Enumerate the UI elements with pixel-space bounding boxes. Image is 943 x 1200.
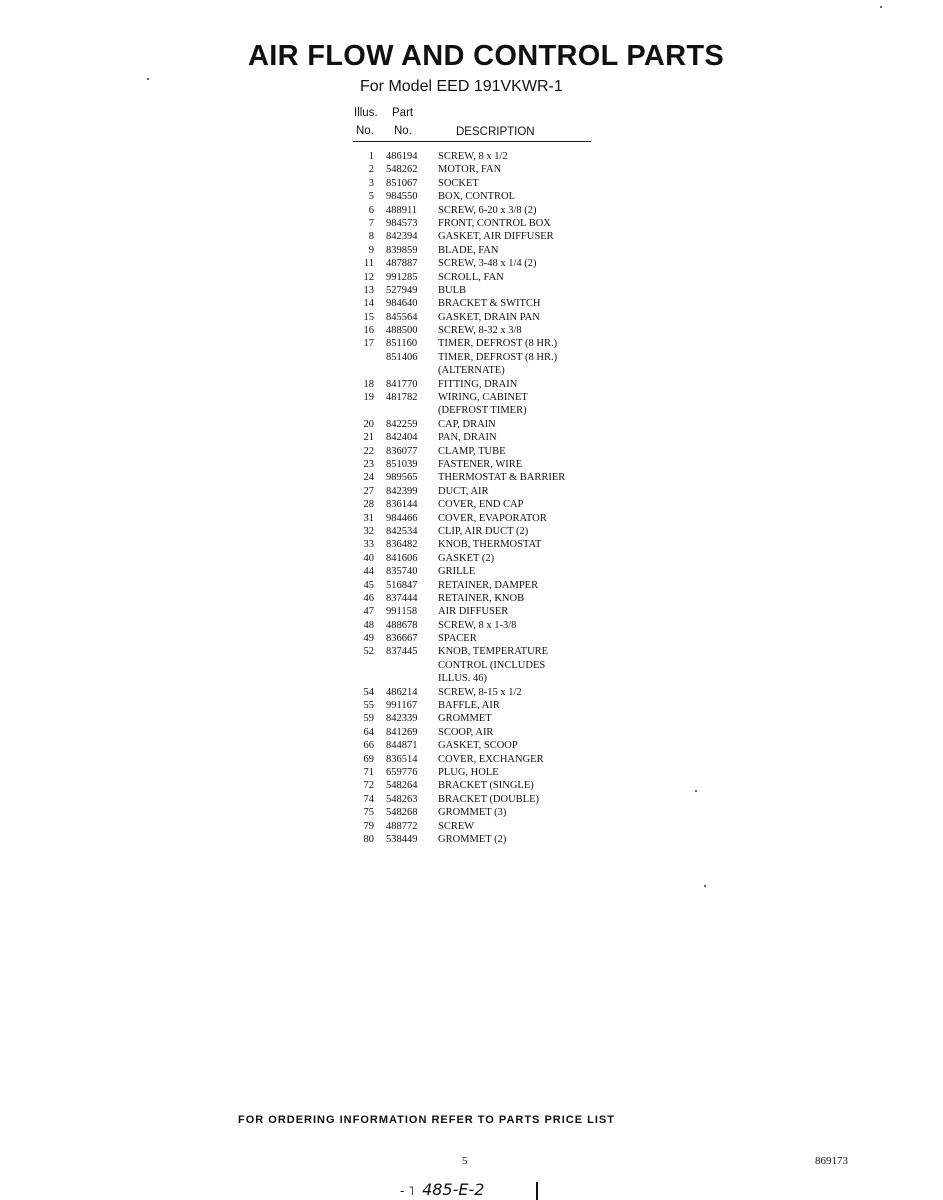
header-part: Part [392, 107, 414, 119]
part-no: 842404 [386, 432, 418, 444]
table-row [354, 498, 654, 511]
part-no: 984573 [386, 217, 418, 229]
table-row [354, 364, 654, 377]
illus-no: 55 [363, 700, 374, 712]
scan-speck [695, 790, 697, 792]
part-no: 486214 [386, 686, 418, 698]
part-description: SCREW [438, 820, 475, 832]
illus-no: 46 [363, 592, 374, 604]
part-no: 841269 [386, 726, 418, 738]
illus-no: 7 [368, 217, 374, 229]
scan-speck [147, 78, 149, 80]
part-description: BRACKET (DOUBLE) [438, 793, 540, 805]
part-description: ILLUS. 46) [438, 673, 487, 685]
table-row [354, 686, 654, 699]
table-row [354, 163, 654, 176]
table-row [354, 712, 654, 725]
table-row [354, 619, 654, 632]
part-description: SCREW, 8 x 1-3/8 [438, 619, 517, 631]
part-description: WIRING, CABINET [438, 392, 528, 404]
part-description: BRACKET (SINGLE) [438, 780, 534, 792]
header-rule [353, 141, 591, 142]
illus-no: 80 [363, 833, 374, 845]
table-row [354, 230, 654, 243]
part-no: 984466 [386, 512, 418, 524]
part-description: COVER, EXCHANGER [438, 753, 544, 765]
part-description: RETAINER, KNOB [438, 592, 525, 604]
part-description: DUCT, AIR [438, 485, 489, 497]
illus-no: 47 [363, 606, 374, 618]
part-description: FRONT, CONTROL BOX [438, 217, 551, 229]
part-description: (ALTERNATE) [438, 365, 505, 377]
illus-no: 45 [363, 579, 374, 591]
part-description: SCREW, 6-20 x 3/8 (2) [438, 204, 537, 216]
part-description: CAP, DRAIN [438, 418, 496, 430]
part-description: CLAMP, TUBE [438, 445, 506, 457]
table-row [354, 351, 654, 364]
table-row [354, 699, 654, 712]
table-row [354, 538, 654, 551]
illus-no: 22 [363, 445, 374, 457]
handwritten-bracket [536, 1182, 538, 1200]
part-no: 991167 [386, 700, 418, 712]
illus-no: 5 [368, 191, 374, 203]
part-description: COVER, EVAPORATOR [438, 512, 547, 524]
table-row [354, 739, 654, 752]
document-number: 869173 [815, 1155, 848, 1167]
table-row [354, 458, 654, 471]
part-description: GRILLE [438, 566, 476, 578]
part-description: KNOB, TEMPERATURE [438, 646, 549, 658]
part-description: PAN, DRAIN [438, 432, 497, 444]
handwritten-note [400, 1180, 484, 1199]
table-row [354, 177, 654, 190]
illus-no: 14 [363, 298, 374, 310]
illus-no: 33 [363, 539, 374, 551]
illus-no: 13 [363, 284, 374, 296]
table-row [354, 471, 654, 484]
table-row [354, 297, 654, 310]
part-no: 516847 [386, 579, 418, 591]
part-description: SPACER [438, 633, 477, 645]
illus-no: 49 [363, 633, 374, 645]
part-no: 487887 [386, 258, 418, 270]
part-no: 851067 [386, 177, 418, 189]
part-no: 842394 [386, 231, 418, 243]
illus-no: 2 [368, 164, 374, 176]
part-no: 984640 [386, 298, 418, 310]
part-description: AIR DIFFUSER [438, 606, 509, 618]
table-row [354, 485, 654, 498]
part-no: 842339 [386, 713, 418, 725]
part-description: BAFFLE, AIR [438, 700, 500, 712]
illus-no: 71 [363, 766, 374, 778]
table-row [354, 632, 654, 645]
part-no: 488772 [386, 820, 418, 832]
table-row [354, 284, 654, 297]
part-description: GROMMET [438, 713, 492, 725]
illus-no: 17 [363, 338, 374, 350]
table-row [354, 244, 654, 257]
part-no: 481782 [386, 392, 418, 404]
part-description: COVER, END CAP [438, 499, 524, 511]
part-no: 844871 [386, 740, 418, 752]
part-no: 991158 [386, 606, 418, 618]
part-description: GROMMET (2) [438, 833, 507, 845]
model-subtitle: For Model EED 191VKWR-1 [360, 78, 563, 95]
table-row [354, 806, 654, 819]
table-row [354, 391, 654, 404]
illus-no: 3 [368, 177, 374, 189]
part-no: 989565 [386, 472, 418, 484]
table-row [354, 753, 654, 766]
part-no: 841606 [386, 552, 418, 564]
illus-no: 6 [368, 204, 374, 216]
table-row [354, 565, 654, 578]
table-row [354, 271, 654, 284]
part-description: FASTENER, WIRE [438, 458, 523, 470]
table-row [354, 833, 654, 846]
illus-no: 59 [363, 713, 374, 725]
table-row [354, 190, 654, 203]
part-no: 851160 [386, 338, 418, 350]
page-title: AIR FLOW AND CONTROL PARTS [248, 40, 725, 72]
table-row [354, 605, 654, 618]
illus-no: 31 [363, 512, 374, 524]
ordering-footer: FOR ORDERING INFORMATION REFER TO PARTS PRICE LIST [238, 1114, 615, 1126]
part-no: 984550 [386, 191, 418, 203]
part-no: 836077 [386, 445, 418, 457]
illus-no: 19 [363, 392, 374, 404]
illus-no: 21 [363, 432, 374, 444]
table-row [354, 766, 654, 779]
part-no: 839859 [386, 244, 418, 256]
part-description: SCOOP, AIR [438, 726, 494, 738]
part-no: 548262 [386, 164, 418, 176]
illus-no: 18 [363, 378, 374, 390]
part-description: FITTING, DRAIN [438, 378, 518, 390]
part-description: TIMER, DEFROST (8 HR.) [438, 351, 558, 363]
part-description: SOCKET [438, 177, 479, 189]
header-description: DESCRIPTION [456, 126, 535, 138]
illus-no: 32 [363, 525, 374, 537]
illus-no: 64 [363, 726, 374, 738]
table-row [354, 217, 654, 230]
illus-no: 40 [363, 552, 374, 564]
part-description: TIMER, DEFROST (8 HR.) [438, 338, 558, 350]
part-description: GASKET, DRAIN PAN [438, 311, 540, 323]
illus-no: 16 [363, 325, 374, 337]
part-description: SCREW, 8 x 1/2 [438, 151, 508, 162]
part-no: 836144 [386, 499, 418, 511]
table-row [354, 579, 654, 592]
illus-no: 79 [363, 820, 374, 832]
part-description: (DEFROST TIMER) [438, 405, 527, 417]
part-no: 837444 [386, 592, 418, 604]
illus-no: 48 [363, 619, 374, 631]
table-row [354, 204, 654, 217]
table-row [354, 672, 654, 685]
table-row [354, 820, 654, 833]
part-description: RETAINER, DAMPER [438, 579, 539, 591]
illus-no: 54 [363, 686, 374, 698]
part-description: KNOB, THERMOSTAT [438, 539, 542, 551]
part-no: 538449 [386, 833, 418, 845]
table-row [354, 445, 654, 458]
part-no: 548268 [386, 807, 418, 819]
part-no: 488500 [386, 325, 418, 337]
illus-no: 24 [363, 472, 374, 484]
part-description: BRACKET & SWITCH [438, 298, 541, 310]
illus-no: 74 [363, 793, 374, 805]
part-description: THERMOSTAT & BARRIER [438, 472, 566, 484]
illus-no: 23 [363, 458, 374, 470]
part-no: 548264 [386, 780, 418, 792]
part-description: GASKET (2) [438, 552, 495, 564]
part-description: SCREW, 3-48 x 1/4 (2) [438, 258, 537, 270]
part-description: SCREW, 8-32 x 3/8 [438, 325, 522, 337]
part-no: 842399 [386, 485, 418, 497]
scan-speck [880, 6, 882, 8]
header-no-part: No. [394, 125, 412, 137]
page-number: 5 [462, 1155, 468, 1167]
illus-no: 1 [368, 151, 374, 162]
illus-no: 8 [368, 231, 374, 243]
part-description: CONTROL (INCLUDES [438, 659, 546, 671]
part-no: 488678 [386, 619, 418, 631]
table-row [354, 525, 654, 538]
part-no: 851039 [386, 458, 418, 470]
handwritten-note-text: 485-E-2 [422, 1180, 485, 1199]
part-no: 659776 [386, 766, 418, 778]
header-illus: Illus. [354, 107, 378, 119]
part-description: SCROLL, FAN [438, 271, 504, 283]
table-row [354, 311, 654, 324]
table-row [354, 378, 654, 391]
table-row [354, 324, 654, 337]
part-no: 851406 [386, 351, 418, 363]
part-no: 845564 [386, 311, 418, 323]
illus-no: 27 [363, 485, 374, 497]
illus-no: 66 [363, 740, 374, 752]
part-description: GROMMET (3) [438, 807, 507, 819]
part-no: 486194 [386, 151, 418, 162]
illus-no: 12 [363, 271, 374, 283]
part-no: 841770 [386, 378, 418, 390]
part-no: 527949 [386, 284, 418, 296]
illus-no: 75 [363, 807, 374, 819]
part-description: BLADE, FAN [438, 244, 499, 256]
part-no: 488911 [386, 204, 418, 216]
part-no: 842534 [386, 525, 418, 537]
table-row [354, 418, 654, 431]
part-no: 548263 [386, 793, 418, 805]
illus-no: 69 [363, 753, 374, 765]
table-row [354, 404, 654, 417]
part-no: 836667 [386, 633, 418, 645]
table-row [354, 726, 654, 739]
part-no: 836514 [386, 753, 418, 765]
illus-no: 9 [368, 244, 374, 256]
table-row [354, 659, 654, 672]
illus-no: 52 [363, 646, 374, 658]
illus-no: 28 [363, 499, 374, 511]
part-description: MOTOR, FAN [438, 164, 502, 176]
illus-no: 72 [363, 780, 374, 792]
table-row [354, 592, 654, 605]
part-no: 837445 [386, 646, 418, 658]
table-row [354, 150, 654, 163]
table-row [354, 645, 654, 658]
parts-table [354, 150, 654, 846]
part-description: GASKET, AIR DIFFUSER [438, 231, 554, 243]
illus-no: 15 [363, 311, 374, 323]
handwritten-mark: - ˥ [400, 1184, 415, 1198]
part-description: BOX, CONTROL [438, 191, 516, 203]
part-description: PLUG, HOLE [438, 766, 499, 778]
table-row [354, 779, 654, 792]
table-row [354, 337, 654, 350]
table-row [354, 512, 654, 525]
table-row [354, 793, 654, 806]
illus-no: 44 [363, 566, 374, 578]
illus-no: 11 [363, 258, 374, 270]
part-description: SCREW, 8-15 x 1/2 [438, 686, 522, 698]
scan-speck [704, 885, 706, 887]
header-no-illus: No. [356, 125, 374, 137]
illus-no: 20 [363, 418, 374, 430]
table-row [354, 257, 654, 270]
table-row [354, 552, 654, 565]
table-row [354, 431, 654, 444]
part-description: GASKET, SCOOP [438, 740, 518, 752]
part-description: CLIP, AIR DUCT (2) [438, 525, 529, 537]
part-no: 836482 [386, 539, 418, 551]
part-no: 842259 [386, 418, 418, 430]
part-no: 991285 [386, 271, 418, 283]
part-no: 835740 [386, 566, 418, 578]
part-description: BULB [438, 284, 467, 296]
